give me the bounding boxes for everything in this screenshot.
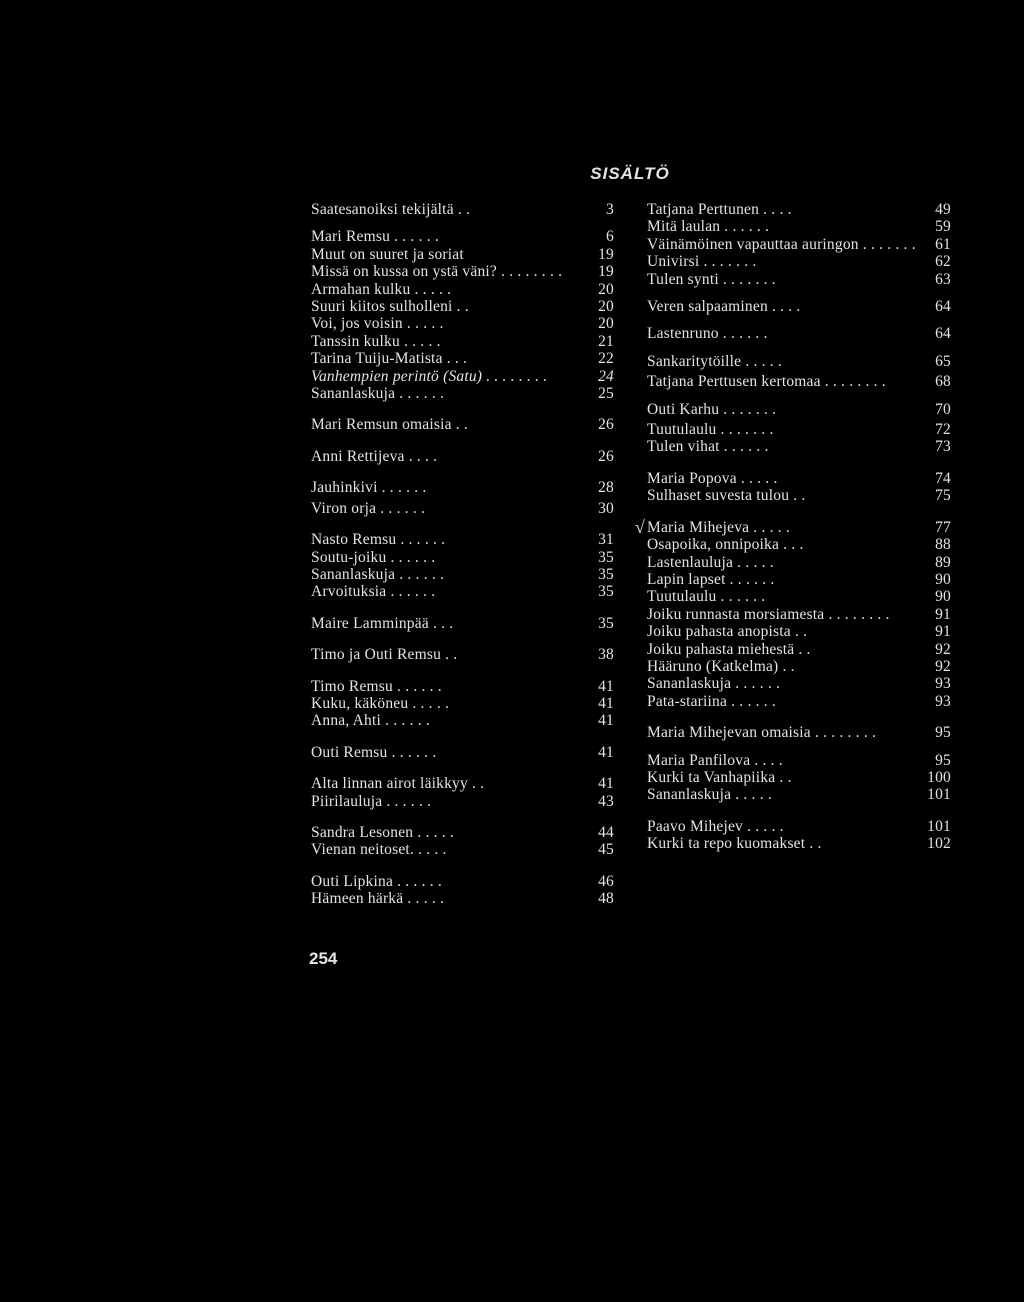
toc-entry-page: 95 — [935, 724, 951, 742]
toc-entry — [647, 438, 951, 455]
toc-entry-title: Maria Popova . . . . . — [647, 469, 778, 487]
toc-entry-page: 68 — [935, 373, 951, 391]
toc-entry-page: 101 — [927, 817, 951, 835]
toc-entry — [311, 873, 614, 890]
toc-entry-page: 89 — [935, 553, 951, 571]
toc-entry-title: Alta linnan airot läikkyy . . — [311, 775, 485, 793]
toc-entry — [647, 675, 951, 692]
toc-entry — [311, 890, 614, 907]
toc-entry-title: Jauhinkivi . . . . . . — [311, 479, 427, 497]
toc-entry-title: Saatesanoiksi tekijältä . . — [311, 201, 471, 218]
toc-entry — [311, 333, 614, 350]
toc-entry-page: 48 — [598, 890, 614, 908]
toc-entry — [647, 470, 951, 487]
toc-entry-title: Pata-stariina . . . . . . — [647, 692, 776, 710]
toc-entry-page: 49 — [935, 201, 951, 218]
toc-entry — [647, 786, 951, 803]
toc-entry-title: Paavo Mihejev . . . . . — [647, 817, 784, 835]
toc-entry — [647, 218, 951, 235]
toc-entry-title: Hämeen härkä . . . . . — [311, 890, 445, 908]
toc-entry-page: 20 — [598, 280, 614, 298]
toc-entry-page: 20 — [598, 298, 614, 316]
toc-entry-title: Tanssin kulku . . . . . — [311, 332, 441, 350]
toc-entry-title: Soutu-joiku . . . . . . — [311, 548, 436, 566]
toc-entry — [311, 531, 614, 548]
toc-entry-title: Sulhaset suvesta tulou . . — [647, 487, 806, 505]
toc-entry-page: 88 — [935, 536, 951, 554]
toc-entry — [311, 350, 614, 367]
toc-entry — [311, 281, 614, 298]
toc-entry-title: Kurki ta repo kuomakset . . — [647, 835, 822, 853]
toc-entry — [311, 228, 614, 245]
toc-entry-title: Maire Lamminpää . . . — [311, 614, 454, 632]
toc-entry-page: 93 — [935, 675, 951, 693]
toc-entry — [311, 744, 614, 761]
toc-entry-title: Sananlaskuja . . . . . . — [647, 675, 781, 693]
toc-entry-page: 93 — [935, 692, 951, 710]
toc-entry-title: Missä on kussa on ystä väni? . . . . . . . . — [311, 263, 563, 281]
toc-entry-title: Tulen vihat . . . . . . — [647, 438, 769, 456]
toc-entry-title: Piirilauluja . . . . . . — [311, 792, 432, 810]
toc-entry-page: 26 — [598, 416, 614, 434]
toc-entry — [647, 752, 951, 769]
toc-entry — [647, 298, 951, 315]
toc-entry-page: 35 — [598, 548, 614, 566]
toc-entry — [311, 416, 614, 433]
toc-entry-page: 26 — [598, 447, 614, 465]
page-number: 254 — [309, 949, 338, 968]
toc-entry-title: Sananlaskuja . . . . . . — [311, 385, 445, 403]
toc-entry — [311, 368, 614, 385]
toc-entry-title: Armahan kulku . . . . . — [311, 280, 452, 298]
toc-entry-title: Veren salpaaminen . . . . — [647, 298, 801, 316]
toc-entry-title: Kurki ta Vanhapiika . . — [647, 768, 792, 786]
toc-entry — [647, 401, 951, 418]
toc-entry-page: 65 — [935, 352, 951, 370]
toc-entry-page: 41 — [598, 677, 614, 695]
toc-entry-page: 35 — [598, 614, 614, 632]
toc-entry-title: Häärunо (Katkelma) . . — [647, 657, 795, 675]
toc-entry-title: Vanhempien perintö (Satu) . . . . . . . . — [311, 367, 548, 385]
toc-entry-page: 90 — [935, 588, 951, 606]
toc-entry-page: 90 — [935, 570, 951, 588]
toc-entry-title: Timo ja Outi Remsu . . — [311, 646, 458, 664]
toc-entry-page: 70 — [935, 400, 951, 418]
toc-entry-page: 72 — [935, 421, 951, 439]
toc-entry-title: Osapoika, onnipoika . . . — [647, 536, 804, 554]
toc-entry — [647, 536, 951, 553]
toc-entry-page: 64 — [935, 325, 951, 343]
toc-entry-page: 41 — [598, 743, 614, 761]
toc-entry-title: Tuutulaulu . . . . . . . — [647, 421, 774, 439]
toc-entry-title: Joiku pahasta miehestä . . — [647, 640, 811, 658]
toc-entry-page: 24 — [598, 367, 614, 385]
toc-entry-title: Univirsi . . . . . . . — [647, 253, 757, 271]
toc-entry — [647, 724, 951, 741]
toc-entry — [647, 641, 951, 658]
toc-entry-page: 64 — [935, 298, 951, 316]
toc-entry — [311, 841, 614, 858]
toc-entry-title: Anna, Ahti . . . . . . — [311, 712, 430, 730]
toc-entry — [647, 201, 951, 218]
toc-entry — [647, 835, 951, 852]
toc-entry-page: 44 — [598, 823, 614, 841]
toc-entry-page: 35 — [598, 565, 614, 583]
toc-entry-page: 59 — [935, 218, 951, 236]
toc-entry-title: Lastenruno . . . . . . — [647, 325, 768, 343]
toc-entry-page: 19 — [598, 245, 614, 263]
toc-entry — [647, 271, 951, 288]
toc-entry — [311, 583, 614, 600]
toc-entry-page: 75 — [935, 487, 951, 505]
toc-entry-title: Maria Panfilova . . . . — [647, 751, 783, 769]
toc-entry-title: Sananlaskuja . . . . . . — [311, 565, 445, 583]
toc-entry-title: Tatjana Perttusen kertomaa . . . . . . . . — [647, 373, 886, 391]
toc-entry-page: 101 — [927, 786, 951, 804]
toc-entry — [647, 769, 951, 786]
toc-entry-page: 92 — [935, 657, 951, 675]
toc-entry-page: 95 — [935, 751, 951, 769]
toc-entry-page: 3 — [606, 201, 614, 218]
toc-entry-page: 102 — [927, 835, 951, 853]
toc-entry-title: Lapin lapset . . . . . . — [647, 570, 775, 588]
toc-entry-title: Sananlaskuja . . . . . — [647, 786, 772, 804]
toc-entry — [311, 615, 614, 632]
toc-entry-title: Maria Mihejeva . . . . . — [647, 518, 790, 536]
toc-entry-title: Suuri kiitos sulholleni . . — [311, 298, 469, 316]
toc-entry-title: Voi, jos voisin . . . . . — [311, 315, 444, 333]
toc-entry — [311, 448, 614, 465]
toc-entry-page: 41 — [598, 694, 614, 712]
toc-entry-page: 74 — [935, 469, 951, 487]
toc-entry-page: 6 — [606, 228, 614, 246]
toc-entry — [311, 246, 614, 263]
toc-entry-page: 41 — [598, 775, 614, 793]
toc-entry — [311, 712, 614, 729]
toc-entry-title: Outi Lipkina . . . . . . — [311, 872, 442, 890]
toc-entry-title: Lastenlauluja . . . . . — [647, 553, 774, 571]
toc-entry-page: 63 — [935, 270, 951, 288]
toc-entry-title: Mari Remsun omaisia . . — [311, 416, 468, 434]
toc-entry — [647, 253, 951, 270]
toc-entry-page: 77 — [935, 518, 951, 536]
toc-entry-page: 22 — [598, 350, 614, 368]
toc-entry — [311, 315, 614, 332]
toc-entry-page: 35 — [598, 583, 614, 601]
toc-entry — [635, 516, 951, 537]
toc-entry-page: 46 — [598, 872, 614, 890]
toc-entry-title: Kuku, käköneu . . . . . — [311, 694, 450, 712]
toc-entry-title: Mitä laulan . . . . . . — [647, 218, 770, 236]
toc-entry — [647, 588, 951, 605]
toc-entry — [311, 566, 614, 583]
toc-column-right — [635, 201, 951, 853]
toc-entry — [647, 606, 951, 623]
toc-entry — [311, 793, 614, 810]
toc-entry-page: 91 — [935, 623, 951, 641]
toc-entry-page: 41 — [598, 712, 614, 730]
toc-entry — [311, 385, 614, 402]
toc-entry-page: 73 — [935, 438, 951, 456]
toc-entry-title: Sankaritytöille . . . . . — [647, 352, 783, 370]
toc-entry-page: 62 — [935, 253, 951, 271]
toc-entry-title: Sandra Lesonen . . . . . — [311, 823, 454, 841]
toc-entry — [311, 500, 614, 517]
toc-entry-title: Mari Remsu . . . . . . — [311, 228, 439, 246]
toc-entry-title: Tuutulaulu . . . . . . — [647, 588, 766, 606]
toc-entry-page: 100 — [927, 768, 951, 786]
toc-entry-title: Maria Mihejevan omaisia . . . . . . . . — [647, 724, 877, 742]
toc-entry-page: 61 — [935, 235, 951, 253]
toc-entry-page: 21 — [598, 332, 614, 350]
toc-entry — [647, 487, 951, 504]
toc-entry-page: 91 — [935, 605, 951, 623]
toc-entry-title: Nasto Remsu . . . . . . — [311, 531, 446, 549]
toc-entry-page: 25 — [598, 385, 614, 403]
toc-entry-page: 45 — [598, 841, 614, 859]
toc-entry-title: Anni Rettijeva . . . . — [311, 447, 438, 465]
toc-entry — [311, 298, 614, 315]
toc-entry — [311, 678, 614, 695]
toc-entry — [647, 818, 951, 835]
toc-entry — [311, 646, 614, 663]
toc-entry — [647, 421, 951, 438]
toc-entry — [311, 479, 614, 496]
toc-entry-page: 31 — [598, 531, 614, 549]
toc-entry-title: Tatjana Perttunen . . . . — [647, 201, 792, 218]
toc-entry — [311, 201, 614, 218]
toc-entry — [647, 325, 951, 342]
toc-entry-title: Tarina Tuiju-Matista . . . — [311, 350, 468, 368]
toc-entry-title: Väinämöinen vapauttaa auringon . . . . . . . — [647, 235, 916, 253]
page-title: SISÄLTÖ — [590, 164, 670, 183]
toc-entry — [311, 695, 614, 712]
toc-entry-title: Timo Remsu . . . . . . — [311, 677, 442, 695]
toc-entry — [647, 554, 951, 571]
toc-entry-title: Vienan neitoset. . . . . — [311, 841, 447, 859]
toc-entry-title: Arvoituksia . . . . . . — [311, 583, 436, 601]
toc-entry-page: 38 — [598, 646, 614, 664]
toc-entry-page: 30 — [598, 499, 614, 517]
toc-entry — [647, 623, 951, 640]
toc-entry — [311, 824, 614, 841]
toc-entry-title: Joiku runnasta morsiamesta . . . . . . . . — [647, 605, 890, 623]
toc-column-left — [311, 201, 614, 908]
toc-entry — [647, 693, 951, 710]
toc-entry-page: 43 — [598, 792, 614, 810]
toc-entry — [647, 571, 951, 588]
toc-entry-page: 92 — [935, 640, 951, 658]
toc-entry — [311, 549, 614, 566]
toc-entry-page: 19 — [598, 263, 614, 281]
toc-entry-page: 20 — [598, 315, 614, 333]
toc-entry-page: 28 — [598, 479, 614, 497]
toc-entry — [647, 353, 951, 370]
toc-entry — [311, 775, 614, 792]
toc-entry-title: Outi Karhu . . . . . . . — [647, 400, 777, 418]
toc-entry-title: Muut on suuret ja soriat — [311, 245, 464, 263]
toc-entry — [311, 263, 614, 280]
toc-entry — [647, 658, 951, 675]
toc-entry-title: Joiku pahasta anopista . . — [647, 623, 808, 641]
toc-entry — [647, 373, 951, 390]
toc-entry-title: Tulen synti . . . . . . . — [647, 270, 776, 288]
toc-entry-title: Outi Remsu . . . . . . — [311, 743, 437, 761]
check-mark-icon: √ — [635, 516, 646, 537]
toc-entry-title: Viron orja . . . . . . — [311, 499, 426, 517]
toc-entry — [647, 236, 951, 253]
